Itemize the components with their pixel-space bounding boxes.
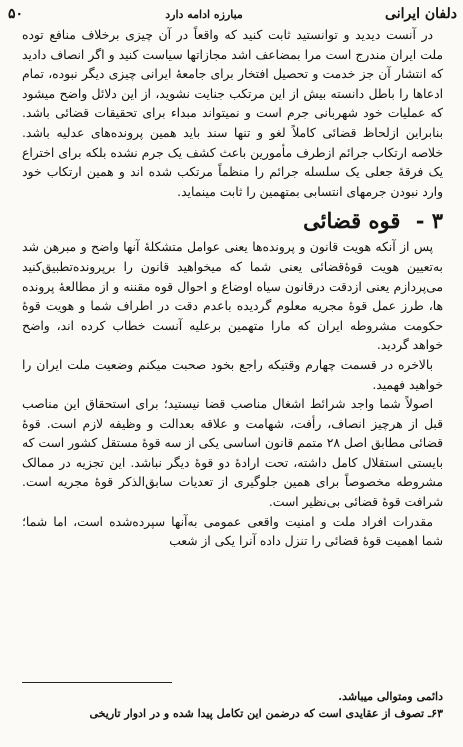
running-head-book-title: دلفان ایرانی bbox=[385, 6, 457, 22]
running-head-chapter-title: مبارزه ادامه دارد bbox=[165, 7, 243, 21]
page-number: ۵۰ bbox=[8, 6, 24, 22]
section-number: ۳ - bbox=[415, 208, 443, 234]
paragraph-1: در آنست دیدید و توانستید ثابت کنید که واقعاً در آن چیزی برخلاف منافع توده ملت ایران مندرج است مرا بمضاعف اشد مجازاتها سیاست کنید و اگر انصاف دادید که انتشار آن جز خدمت و تحصیل افتخار برای جامعهٔ ایرانی چیزی دیگر نبوده، تمام ادعاها را باطل دانسته بیش از این مرتکب جنایت نشوید، از این دلائل واضح میشود که عملیات خود شهربانی جرم است و نمیتواند مبداء برای تحقیقات قضائی باشد. بنابراین ازلحاظ قضائی کاملاً لغو و تنها سند باید همین پرونده‌های عدلیه باشد. خلاصه ارتکاب جرائم ازطرف مأمورین باعث کشف یک جرم نشده بلکه برای اختراع یک فرقهٔ جعلی یک سلسله جرائم را منظماً مرتکب شده اند و همین ارتکاب خود وارد نبودن جرمهای انتسابی بمتهمین را ثابت مینماید. bbox=[22, 28, 443, 199]
paragraph-2: پس از آنکه هویت قانون و پرونده‌ها یعنی عوامل متشکلهٔ آنها واضح و مبرهن شد به‌تعیین هویت قوهٔ‌قضائی یعنی شما که میخواهید قانون را برپرونده‌تطبیق‌کنید می‌پردازم یعنی از‌دقت در‌قانون سیاه اوضاع و احوال قوه مقننه و از مطالعهٔ پرونده ها، طرز عمل قوهٔ مجریه معلوم گردیده باعدم دقت در اطراف شما و هویت قوهٔ حکومت مشروطه ایران که مارا متهمین برعلیه آنست خطاب کرده اند، واضح خواهد گردید. bbox=[22, 240, 443, 353]
footnotes bbox=[22, 688, 443, 722]
main-text bbox=[22, 26, 443, 552]
section-heading bbox=[22, 206, 443, 236]
paragraph-3: بالاخره در قسمت چهارم وقتیکه راجع بخود صحبت میکنم وضعیت ملت ایران را خواهید فهمید. bbox=[22, 357, 443, 392]
paragraph-4: اصولاً شما واجد شرائط اشغال مناصب قضا نیستید؛ برای استحقاق این مناصب قبل از هرچیز انصاف، رأفت، شهامت و علاقه بعدالت و وظیفه لازم است. قوهٔ قضائی مطابق اصل ۲۸ متمم قانون اساسی یکی از سه قوهٔ مستقل کشور است که بایستی استقلال کامل داشته، تحت ارادهٔ دو قوهٔ دیگر نباشد. این تجزیه در ممالک مشروطه مخصوصاً برای همین جلوگیری از تعدیات سابق‌الذکر قوهٔ مجریه است. شرافت قوهٔ قضائی بی‌نظیر است. bbox=[22, 397, 443, 510]
paragraph-5: مقدرات افراد ملت و امنیت واقعی عمومی به‌آنها سپرده‌شده است، اما شما؛ شما اهمیت قوهٔ قضائی را تنزل داده آنرا یکی از شعب bbox=[22, 514, 443, 549]
running-head bbox=[8, 4, 457, 24]
footnote-divider bbox=[22, 682, 172, 683]
footnote-63: ۶۳ـ تصوف از عقایدی است که درضمن این تکامل پیدا شده و در ادوار تاریخی bbox=[89, 707, 443, 720]
section-title: قوه قضائی bbox=[303, 208, 401, 234]
footnote-continuation: دائمی ومتوالی میباشد. bbox=[338, 690, 443, 703]
